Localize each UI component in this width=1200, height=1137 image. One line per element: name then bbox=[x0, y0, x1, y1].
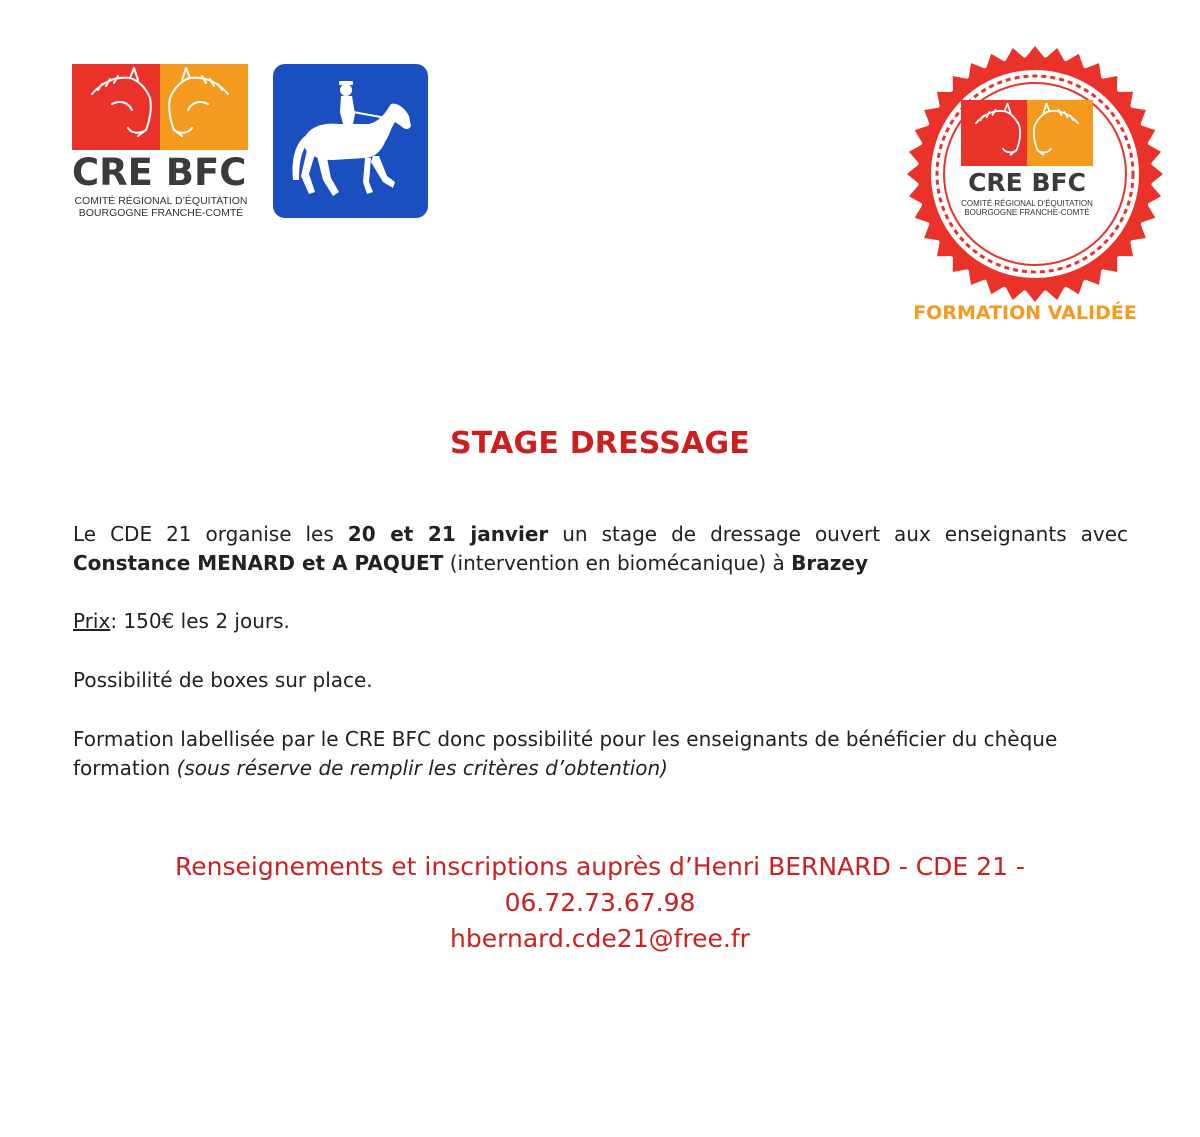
seal-logo bbox=[953, 100, 1117, 224]
dressage-rider-icon bbox=[273, 64, 428, 218]
logo-color-squares bbox=[72, 64, 248, 150]
cre-bfc-logo bbox=[72, 64, 250, 220]
intro-text-3: (intervention en biomécanique) à bbox=[443, 551, 792, 575]
intro-dates: 20 et 21 janvier bbox=[347, 522, 549, 546]
formation-text: Formation labellisée par le CRE BFC donc possibilité pour les enseignants de bénéficier du chèque formation bbox=[73, 727, 1058, 780]
horse-heads-icon bbox=[72, 64, 248, 150]
seal-caption: FORMATION VALIDÉE bbox=[913, 302, 1137, 324]
boxes-paragraph: Possibilité de boxes sur place. bbox=[73, 668, 373, 692]
intro-text-1: Le CDE 21 organise les bbox=[73, 522, 348, 546]
contact-line: Renseignements et inscriptions auprès d’Henri BERNARD - CDE 21 - bbox=[175, 852, 1025, 881]
intro-text-2: un stage de dressage ouvert aux enseignants avec bbox=[548, 522, 1128, 546]
intro-paragraph bbox=[73, 520, 1128, 578]
formation-note: (sous réserve de remplir les critères d’obtention) bbox=[176, 756, 668, 780]
price-label: Prix bbox=[73, 609, 111, 633]
logo-subtitle-line1: COMITÉ RÉGIONAL D’ÉQUITATION bbox=[74, 195, 248, 207]
intro-location: Brazey bbox=[791, 551, 869, 575]
formation-seal bbox=[905, 44, 1165, 304]
price-value: : 150€ les 2 jours. bbox=[110, 609, 290, 633]
formation-paragraph bbox=[73, 725, 1128, 783]
price-paragraph bbox=[73, 607, 1128, 636]
seal-subtitle-line2: BOURGOGNE FRANCHE-COMTÉ bbox=[964, 208, 1090, 217]
seal-horse-heads-icon bbox=[961, 100, 1093, 166]
seal-brand-name: CRE BFC bbox=[968, 168, 1086, 197]
seal-subtitle-line1: COMITÉ RÉGIONAL D’ÉQUITATION bbox=[961, 199, 1093, 208]
logo-subtitle-line2: BOURGOGNE FRANCHE-COMTÉ bbox=[78, 207, 244, 219]
contact-email: hbernard.cde21@free.fr bbox=[450, 924, 750, 953]
contact-phone: 06.72.73.67.98 bbox=[504, 888, 696, 917]
intro-instructors: Constance MENARD et A PAQUET bbox=[73, 551, 444, 575]
page-title: STAGE DRESSAGE bbox=[449, 426, 751, 461]
dressage-pictogram bbox=[273, 64, 428, 218]
logo-brand-name: CRE BFC bbox=[72, 151, 247, 194]
